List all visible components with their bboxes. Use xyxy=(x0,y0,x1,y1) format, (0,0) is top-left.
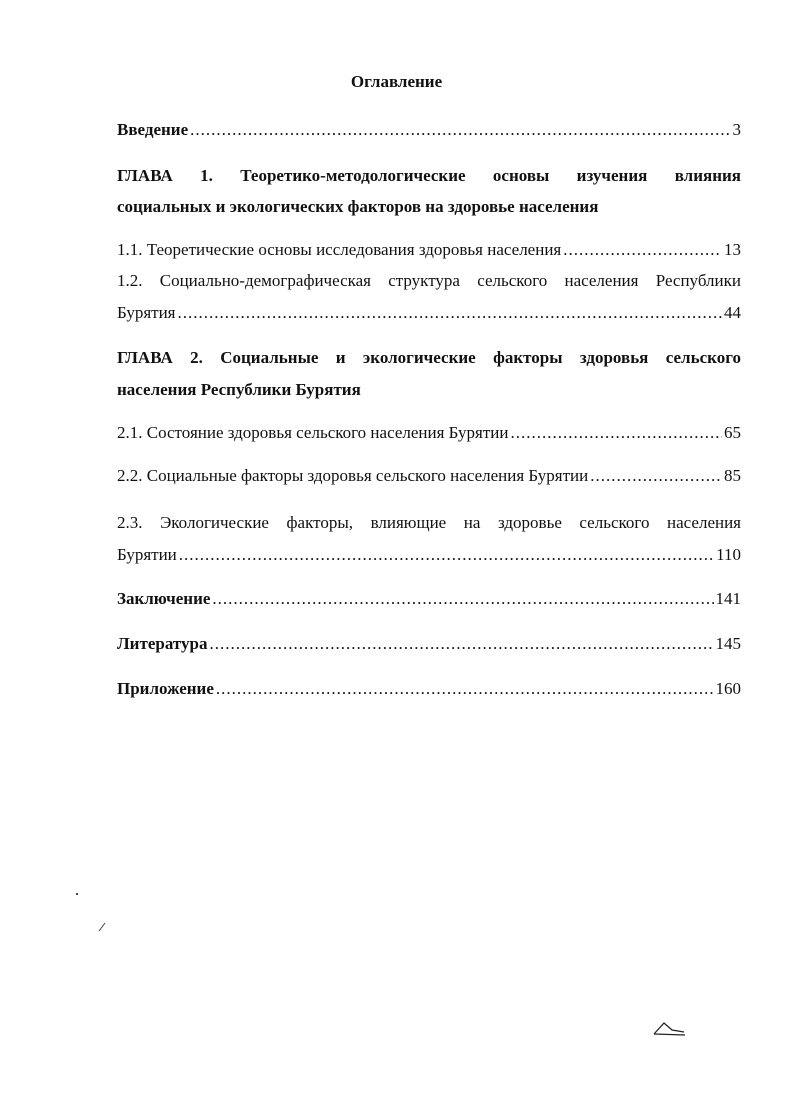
toc-entry-label: 1.1. Теоретические основы исследования здоровья населения xyxy=(117,240,562,259)
chapter-1-heading-line-2: социальных и экологических факторов на здоровье населения xyxy=(117,197,599,216)
toc-entry-1-1 xyxy=(117,239,741,261)
toc-entry-label: 2.1. Состояние здоровья сельского населения Бурятии xyxy=(117,423,509,442)
leader-dots xyxy=(190,119,730,141)
toc-entry-appendix xyxy=(117,678,741,700)
toc-entry-label: Бурятия xyxy=(117,303,176,322)
toc-entry-page: 44 xyxy=(724,303,741,322)
leader-dots xyxy=(216,678,714,700)
toc-entry-literature xyxy=(117,633,741,655)
toc-entry-page: 3 xyxy=(732,120,741,139)
chapter-2-heading-line-1: ГЛАВА 2. Социальные и экологические факторы здоровья сельского xyxy=(117,348,741,367)
toc-entry-page: 13 xyxy=(724,240,741,259)
toc-entry-intro xyxy=(117,119,741,141)
scan-stroke-mark xyxy=(98,922,106,932)
scan-speck-mark xyxy=(76,893,78,895)
toc-entry-page: 145 xyxy=(715,634,741,653)
toc-entry-conclusion xyxy=(117,588,741,610)
handwritten-scribble-mark xyxy=(652,1020,686,1038)
toc-title: Оглавление xyxy=(350,72,443,91)
toc-entry-label: Приложение xyxy=(117,679,214,698)
leader-dots xyxy=(212,588,713,610)
toc-entry-page: 160 xyxy=(715,679,741,698)
toc-entry-label: Введение xyxy=(117,120,189,139)
toc-entry-2-2 xyxy=(117,465,741,487)
toc-entry-1-2-line-1: 1.2. Социально-демографическая структура сельского населения Республики xyxy=(117,271,741,290)
leader-dots xyxy=(178,302,722,324)
toc-entry-label: 2.2. Социальные факторы здоровья сельского населения Бурятии xyxy=(117,466,589,485)
toc-entry-2-3-line-1: 2.3. Экологические факторы, влияющие на здоровье сельского населения xyxy=(117,513,741,532)
toc-entry-label: Бурятии xyxy=(117,545,177,564)
toc-entry-label: Литература xyxy=(117,634,208,653)
toc-entry-2-1 xyxy=(117,422,741,444)
leader-dots xyxy=(590,465,722,487)
toc-entry-page: 141 xyxy=(715,589,741,608)
toc-entry-page: 85 xyxy=(724,466,741,485)
chapter-2-heading-line-2: населения Республики Бурятия xyxy=(117,380,361,399)
chapter-1-heading-line-1: ГЛАВА 1. Теоретико-методологические основы изучения влияния xyxy=(117,166,741,185)
toc-entry-page: 110 xyxy=(716,545,741,564)
leader-dots xyxy=(179,544,714,566)
leader-dots xyxy=(563,239,722,261)
leader-dots xyxy=(209,633,713,655)
toc-entry-page: 65 xyxy=(724,423,741,442)
toc-entry-1-2 xyxy=(117,302,741,324)
toc-entry-2-3 xyxy=(117,544,741,566)
leader-dots xyxy=(510,422,722,444)
toc-entry-label: Заключение xyxy=(117,589,211,608)
